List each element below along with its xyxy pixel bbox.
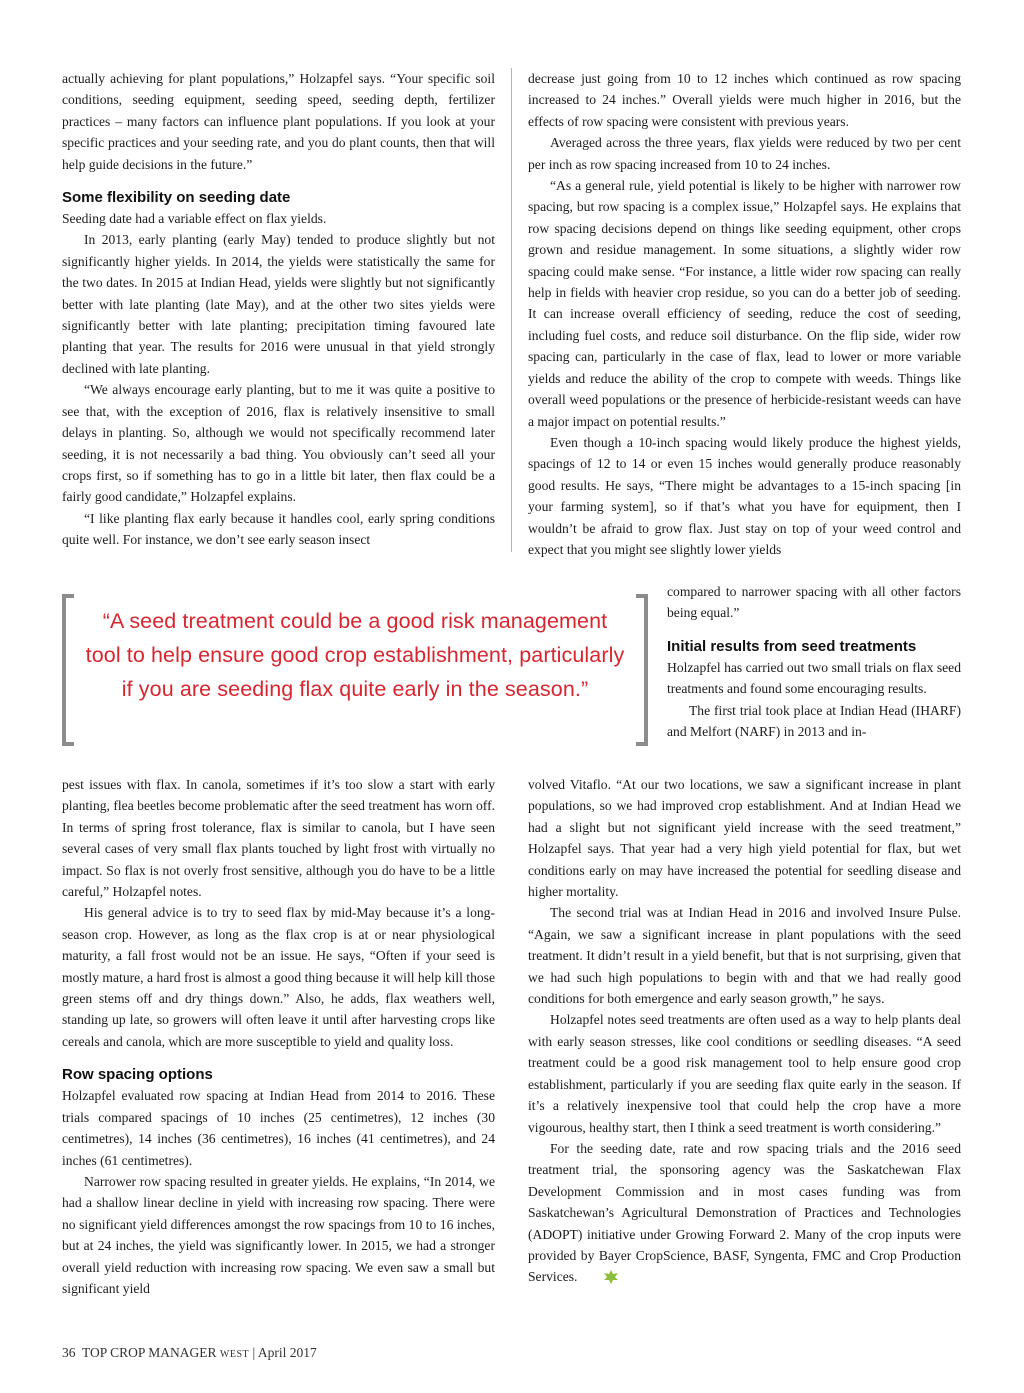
paragraph: The second trial was at Indian Head in 2016 and involved Insure Pulse. “Again, we saw a significant increase in plant populations with the seed treatment. It didn’t result in a yield benefit, but that is not surprising, given that we had such high populations to begin with and that we had really good conditions for both emergence and early season growth,” he says. [528, 905, 961, 1007]
paragraph [528, 1138, 961, 1291]
column-divider [511, 68, 512, 552]
paragraph: actually achieving for plant populations,” Holzapfel says. “Your specific soil conditions, seeding equipment, seeding speed, seeding depth, fertilizer practices – many factors can influence plant populations. If you look at your specific practices and your seeding rate, and you do plant counts, then that will help guide decisions in the future.” [62, 71, 495, 172]
article-column-right-top [528, 68, 961, 560]
section-heading-seeding-date: Some flexibility on seeding date [62, 189, 291, 207]
pull-quote [62, 594, 648, 746]
paragraph: Averaged across the three years, flax yields were reduced by two per cent per inch as row spacing increased from 10 to 24 inches. [528, 135, 961, 172]
article-column-left-top [62, 68, 495, 551]
magazine-name: TOP CROP MANAGER [82, 1345, 217, 1360]
paragraph: Holzapfel evaluated row spacing at Indian Head from 2014 to 2016. These trials compared spacings of 10 inches (25 centimetres), 12 inches (30 centimetres), 14 inches (36 centimetres), 16 inches (41 centimetres), and 24 inches (61 centimetres). [62, 1088, 495, 1168]
section-heading-seed-treatments: Initial results from seed treatments [667, 637, 917, 655]
paragraph: In 2013, early planting (early May) tended to produce slightly but not significantly higher yields. In 2014, the yields were statistically the same for the two dates. In 2015 at Indian Head, yields were slightly but not significantly better with late planting (late May), and at the other two sites yields were significantly better with late planting; precipitation timing favoured late planting that year. The results for 2016 were unusual in that yield strongly declined with late planting. [62, 232, 495, 376]
pull-quote-bracket-right [636, 594, 648, 746]
paragraph: “We always encourage early planting, but to me it was quite a positive to see that, with the exception of 2016, flax is relatively insensitive to small delays in planting. So, although we would not specifically recommend later seeding, it is not necessarily a bad thing. You obviously can’t seed all your crops first, so if something has to go in a little bit later, then flax could be a fairly good candidate,” Holzapfel explains. [62, 382, 495, 505]
issue-date: April 2017 [257, 1345, 317, 1360]
leaf-icon [581, 1269, 619, 1290]
article-column-right-narrow [667, 581, 961, 742]
paragraph: compared to narrower spacing with all other factors being equal.” [667, 584, 961, 621]
paragraph: Holzapfel has carried out two small trials on flax seed treatments and found some encouraging results. [667, 659, 961, 697]
paragraph-text: For the seeding date, rate and row spacing trials and the 2016 seed treatment trial, the sponsoring agency was the Saskatchewan Flax Development Commission and in most cases funding was from Saskatchewan’s Agricultural Demonstration of Practices and Technologies (ADOPT) initiative under Growing Forward 2. Many of the crop inputs were provided by Bayer CropScience, BASF, Syngenta, FMC and Crop Production Services. [528, 1140, 961, 1285]
paragraph: Seeding date had a variable effect on flax yields. [62, 211, 327, 227]
pull-quote-bracket-left [62, 594, 74, 746]
paragraph: The first trial took place at Indian Head (IHARF) and Melfort (NARF) in 2013 and in- [667, 702, 961, 740]
paragraph: Narrower row spacing resulted in greater yields. He explains, “In 2014, we had a shallow linear decline in yield with increasing row spacing. There were no significant yield differences amongst the row spacings from 10 to 16 inches, but at 24 inches, the yield was significantly lower. In 2015, we had a stronger overall yield reduction with increasing row spacing. We even saw a small but significant yield [62, 1173, 495, 1296]
paragraph: Holzapfel notes seed treatments are often used as a way to help plants deal with early season stresses, like cool conditions or seedling diseases. “A seed treatment could be a good risk management tool to help ensure good crop establishment, particularly if you are seeding flax quite early in the season. If it’s a relatively inexpensive tool that could help the crop have a more vigourous, healthy start, then I think a seed treatment is worth considering.” [528, 1012, 961, 1135]
section-heading-row-spacing: Row spacing options [62, 1066, 213, 1084]
paragraph: volved Vitaflo. “At our two locations, we saw a significant increase in plant populations, so we had improved crop establishment. And at Indian Head we had a slight but not significant yield increase with the seed treatment,” Holzapfel says. That year had a very high yield potential for flax, but wet conditions early on may have increased the potential for seedling disease and higher mortality. [528, 777, 961, 900]
page-number: 36 [62, 1345, 76, 1360]
paragraph: decrease just going from 10 to 12 inches which continued as row spacing increased to 24 inches.” Overall yields were much higher in 2016, but the effects of row spacing were consistent with previous years. [528, 71, 961, 129]
paragraph: “I like planting flax early because it handles cool, early spring conditions quite well. For instance, we don’t see early season insect [62, 510, 495, 548]
paragraph: His general advice is to try to seed flax by mid-May because it’s a long-season crop. However, as long as the flax crop is at or near physiological maturity, a fall frost would not be an issue. He says, “Often if your seed is mostly mature, a hard frost is almost a good thing because it will help kill those green stems off and dry things down.” Also, he adds, flax weathers well, standing up late, so growers will often leave it until after harvesting crops like cereals and canola, which are more susceptible to yield and quality loss. [62, 905, 495, 1049]
paragraph: “As a general rule, yield potential is likely to be higher with narrower row spacing, but row spacing is a complex issue,” Holzapfel says. He explains that row spacing decisions depend on things like seeding equipment, other crops grown and residue management. In some situations, a slightly wider row spacing could make sense. “For instance, a little wider row spacing can really help in fields with heavier crop residue, so you can do a better job of seeding. It can increase overall efficiency of seeding, reduce the cost of seeding, including fuel costs, and reduce soil disturbance. On the flip side, wider row spacing can, particularly in the case of flax, lead to lower or more variable yields and reduce the ability of the crop to compete with weeds. Things like overall weed populations or the presence of herbicide-resistant weeds can have a major impact on potential results.” [528, 178, 961, 429]
article-column-left-bottom [62, 774, 495, 1299]
magazine-edition: WEST [219, 1349, 250, 1360]
paragraph: Even though a 10-inch spacing would likely produce the highest yields, spacings of 12 to 14 or even 15 inches would generally produce reasonably good results. He says, “There might be advantages to a 15-inch spacing [in your farming system], so if that’s what you have for equipment, then I wouldn’t be afraid to grow flax. Just stay on top of your weed control and expect that you might see slightly lower yields [528, 434, 961, 557]
article-column-right-bottom [528, 774, 961, 1291]
pull-quote-text: “A seed treatment could be a good risk management tool to help ensure good crop establishment, particularly if you are seeding flax quite early in the season.” [85, 609, 625, 701]
footer-separator: | [252, 1345, 256, 1360]
paragraph: pest issues with flax. In canola, sometimes if it’s too slow a start with early planting, flea beetles become problematic after the seed treatment has worn off. In terms of spring frost tolerance, flax is similar to canola, but I have seen several cases of very small flax plants touched by light frost with virtually no impact. So flax is not overly frost sensitive, although you do have to be a little careful,” Holzapfel notes. [62, 777, 495, 900]
page-footer [62, 1345, 317, 1361]
